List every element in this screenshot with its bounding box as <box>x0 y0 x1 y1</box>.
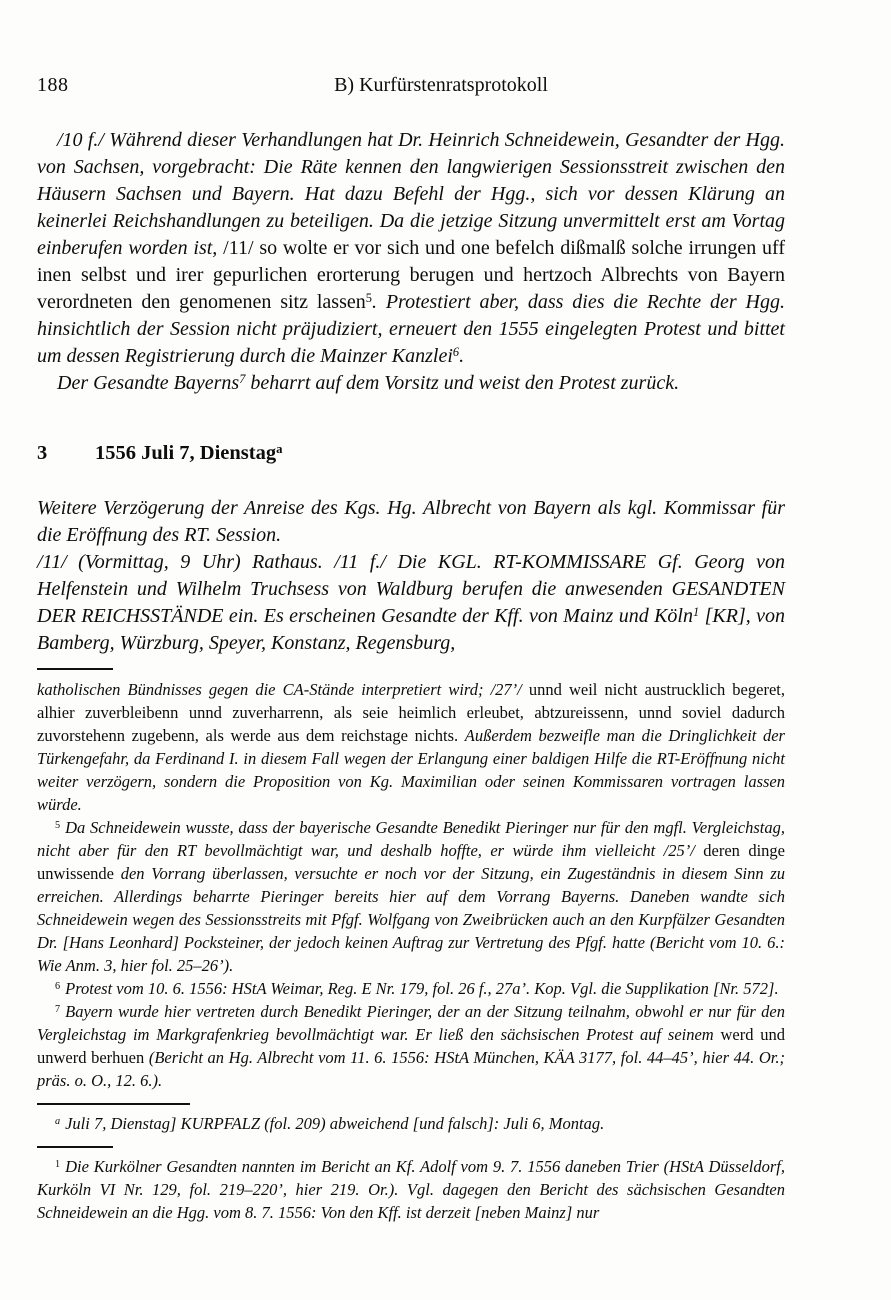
paragraph-bavaria-reply <box>37 370 785 397</box>
paragraph-session-dispute <box>37 127 785 370</box>
text-run: . <box>459 345 465 367</box>
footnote-6-marker: 6 <box>55 981 61 993</box>
text-run: Protest vom 10. 6. 1556: HStA Weimar, Reg. E Nr. 179, fol. 26 f., 27a’. Kop. Vgl. die Supplikation [Nr. 572]. <box>65 979 779 998</box>
footnote-5-marker: 5 <box>55 820 61 832</box>
text-run: 5 <box>365 291 372 306</box>
section-heading <box>37 440 785 467</box>
section-number: 3 <box>37 442 48 464</box>
footnote-separator-rule <box>37 668 113 670</box>
text-run: . Protestiert aber, dass dies die Rechte der Hgg. hinsichtlich der Session nicht präjudiziert, erneuert den 1555 eingelegten Protest und bittet um dessen Registrierung durch die Mainzer Kanzlei <box>37 291 785 367</box>
section-title-note-ref: a <box>276 442 283 457</box>
footnote-7-marker: 7 <box>55 1004 61 1016</box>
footnote-6-text <box>65 979 778 998</box>
text-run: 1 <box>693 605 700 620</box>
footnote-5 <box>37 816 785 977</box>
text-run: Außerdem bezweifle man die Dringlichkeit der Türkengefahr, da Ferdinand I. in diesem Fall wegen der Erlangung einer baldigen Hilfe die RT-Eröffnung nicht weiter verzögern, sondern die Proposition von Kg. Maximilian oder seinen Kommissaren vortragen lassen würde. <box>37 726 785 814</box>
footnote-1-separator-rule <box>37 1146 113 1148</box>
text-run: deren dinge unwissende <box>37 841 785 883</box>
apparatus-separator-rule <box>37 1103 190 1105</box>
footnote-1-text <box>37 1157 785 1222</box>
text-run: den Vorrang überlassen, versuchte er noch vor der Sitzung, ein Zugeständnis in diesem Sinn zu erreichen. Allerdings beharrte Pieringer bereits hier auf dem Vorrang Bayerns. Daneben wandte sich Schneidewein wegen des Sessionsstreits mit Pfgf. Wolfgang von Zweibrücken auch an den Kurpfälzer Gesandten Dr. [Hans Leonhard] Pocksteiner, der jedoch keinen Auftrag zur Vertretung des Pfgf. hatte (Bericht vom 10. 6.: Wie Anm. 3, hier fol. 25–26’). <box>37 864 785 975</box>
footnote-a-text <box>65 1114 604 1133</box>
footnote-6 <box>37 977 785 1000</box>
footnote-7 <box>37 1000 785 1092</box>
text-run: [KR], von Bamberg, Würzburg, Speyer, Konstanz, Regensburg, <box>37 605 786 654</box>
text-run: Der Gesandte Bayerns <box>57 372 240 394</box>
footnote-5-text <box>37 818 785 975</box>
text-run: 6 <box>452 345 460 360</box>
paragraph-session-opening <box>37 549 785 657</box>
page-header <box>37 74 785 100</box>
text-run: Die Kurkölner Gesandten nannten im Bericht an Kf. Adolf vom 9. 7. 1556 daneben Trier (HStA Düsseldorf, Kurköln VI Nr. 129, fol. 219–220’, hier 219. Or.). Vgl. dagegen den Bericht des sächsischen Gesandten Schneidewein an die Hgg. vom 8. 7. 1556: Von den Kff. ist derzeit [neben Mainz] nur <box>37 1157 785 1222</box>
text-run: Weitere Verzögerung der Anreise des Kgs. Hg. Albrecht von Bayern als kgl. Kommissar für die Eröffnung des RT. Session. <box>37 497 785 546</box>
text-block <box>37 74 785 1224</box>
footnote-1-marker: 1 <box>55 1159 61 1171</box>
page-number: 188 <box>37 74 69 96</box>
text-run: /10 f./ Während dieser Verhandlungen hat Dr. Heinrich Schneidewein, Gesandter der Hgg. von Sachsen, vorgebracht: Die Räte kennen den langwierigen Sessionsstreit zwischen den Häusern Sachsen und Bayern. Hat dazu Befehl der Hgg., sich vor dessen Klärung an keinerlei Reichshandlungen zu beteiligen. Da die jetzige Sitzung unvermittelt erst am Vortag einberufen worden ist, <box>37 129 785 259</box>
running-header: B) Kurfürstenratsprotokoll <box>334 74 548 96</box>
text-run: Juli 7, Dienstag] KURPFALZ (fol. 209) abweichend [und falsch]: Juli 6, Montag. <box>65 1114 605 1133</box>
text-run: unnd weil nicht austrucklich begeret, alhier zuverbleibenn unnd zuverharrenn, als seie heimlich erleubet, abtzureissenn, unnd soviel dadurch zuvorstehenn zugebenn, als werde aus dem reichstage nichts. <box>37 680 785 745</box>
section-title <box>95 440 282 467</box>
text-run: Bayern wurde hier vertreten durch Benedikt Pieringer, der an der Sitzung teilnahm, obwohl er nur für den Vergleichstag im Markgrafenkrieg bevollmächtigt war. Er ließ den sächsischen Protest auf seinem <box>37 1002 785 1044</box>
footnote-1 <box>37 1155 785 1224</box>
section-summary <box>37 495 785 549</box>
footnote-a-marker: a <box>55 1116 61 1128</box>
footnote-7-text <box>37 1002 785 1090</box>
text-run: katholischen Bündnisses gegen die CA-Stände interpretiert wird; /27’/ <box>37 680 529 699</box>
footnote-a <box>37 1112 785 1135</box>
footnote-continuation <box>37 678 785 816</box>
footnotes-area <box>37 668 785 1224</box>
text-run: (Bericht an Hg. Albrecht vom 11. 6. 1556: HStA München, KÄA 3177, fol. 44–45’, hier 44. Or.; präs. o. O., 12. 6.). <box>37 1048 785 1090</box>
text-run: /11/ (Vormittag, 9 Uhr) Rathaus. /11 f./ Die KGL. RT-KOMMISSARE Gf. Georg von Helfenstein und Wilhelm Truchsess von Waldburg berufen die anwesenden GESANDTEN DER REICHSSTÄNDE ein. Es erscheinen Gesandte der Kff. von Mainz und Köln <box>37 551 785 627</box>
text-run: werd und unwerd berhuen <box>37 1025 786 1067</box>
text-run: beharrt auf dem Vorsitz und weist den Protest zurück. <box>245 372 680 394</box>
text-run: Da Schneidewein wusste, dass der bayerische Gesandte Benedikt Pieringer nur für den mgfl. Vergleichstag, nicht aber für den RT bevollmächtigt war, und deshalb hoffte, er würde ihm vielleicht /25’/ <box>37 818 785 860</box>
text-run: /11/ so wolte er vor sich und one befelch dißmalß solche irrungen uff inen selbst und irer gepurlichen erorterung berugen und hertzoch Albrechts von Bayern verordneten den genomenen sitz lassen <box>37 237 785 313</box>
section-title-text: 1556 Juli 7, Dienstag <box>95 442 277 464</box>
main-text <box>37 127 785 657</box>
text-run: 7 <box>239 372 246 387</box>
